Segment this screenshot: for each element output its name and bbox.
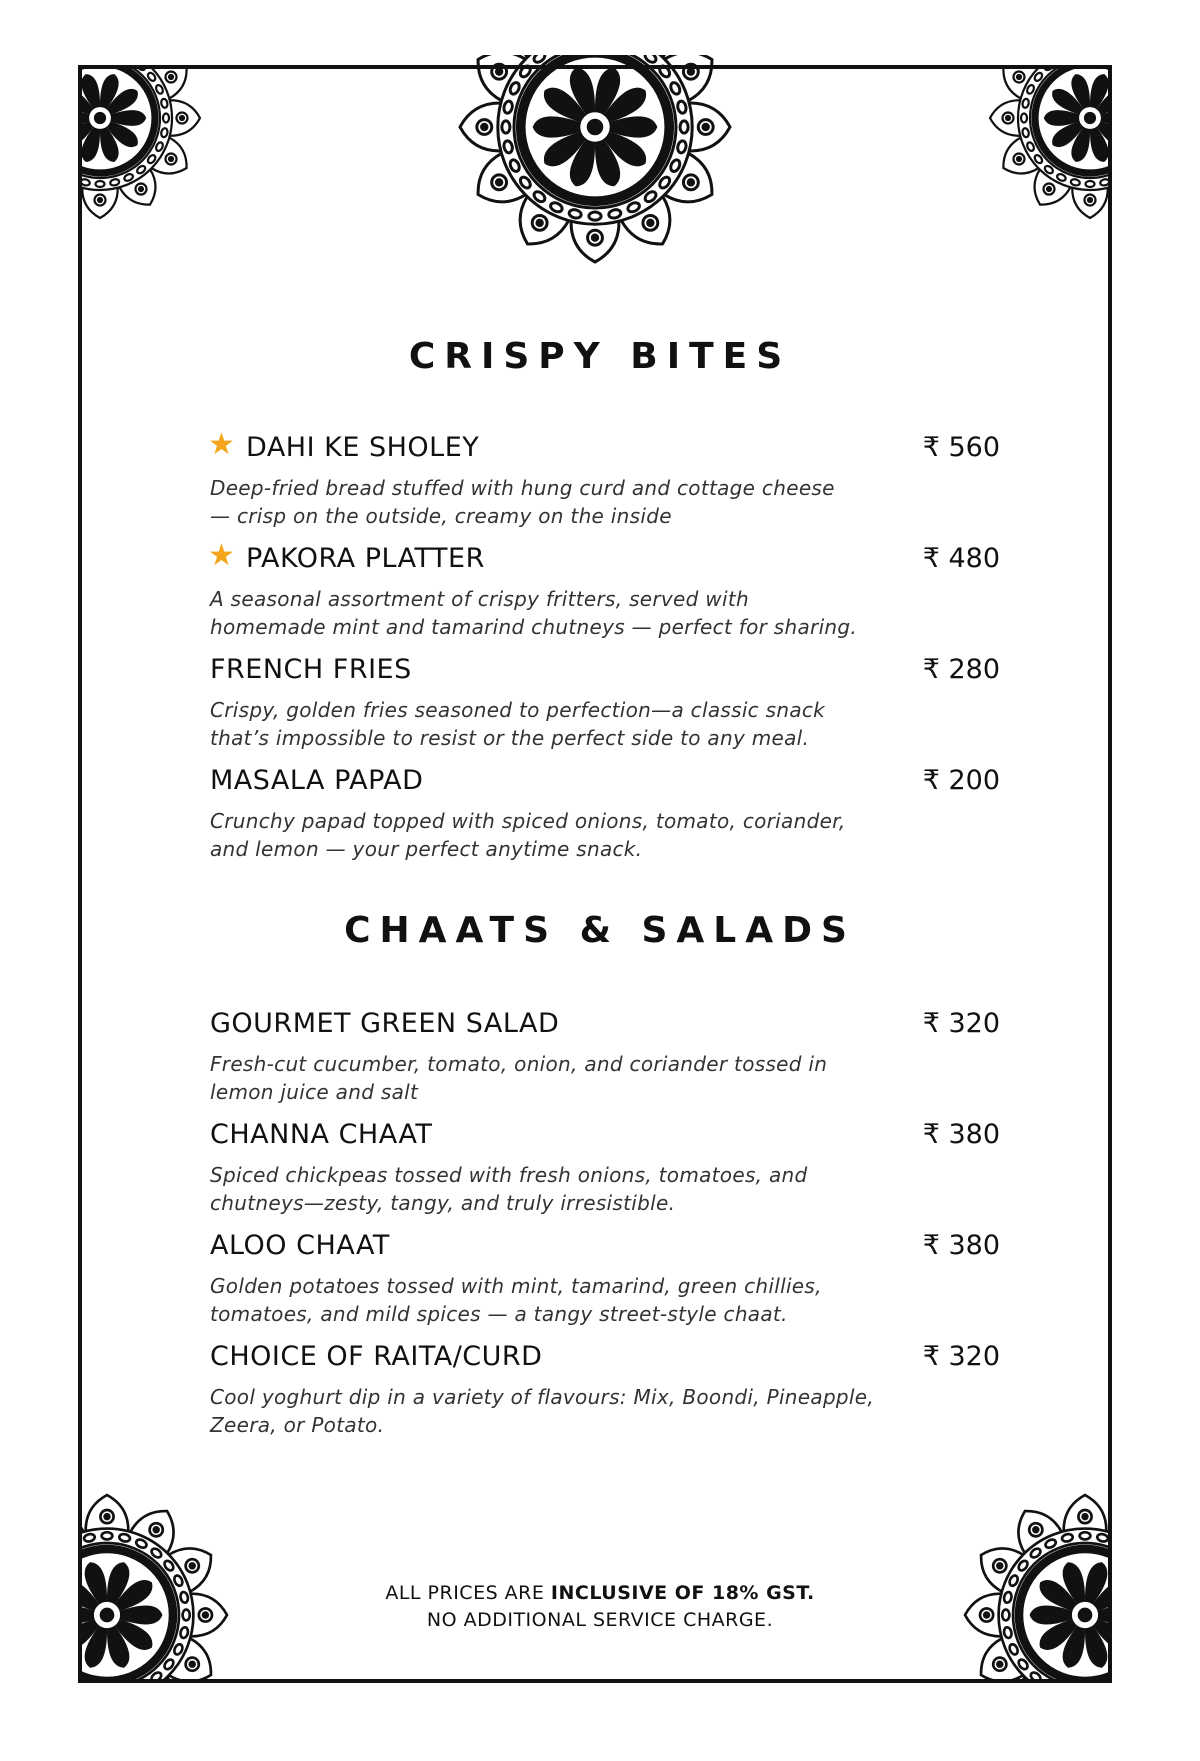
item-name: FRENCH FRIES [210, 654, 412, 685]
menu-item [208, 427, 1000, 528]
menu-border [78, 65, 1112, 1683]
item-price: ₹ 320 [922, 1341, 1000, 1372]
item-description: Crispy, golden fries seasoned to perfection—a classic snack that’s impossible to resist or the perfect side to any meal. [210, 698, 826, 750]
item-name: ALOO CHAAT [210, 1230, 390, 1261]
star-icon: ★ [208, 427, 235, 462]
mandala-top-left-icon [80, 68, 220, 238]
menu-item [210, 1119, 1000, 1215]
section-title-chaats-salads: CHAATS & SALADS [344, 910, 856, 951]
item-description: Golden potatoes tossed with mint, tamarind, green chillies, tomatoes, and mild spices — a tangy street-style chaat. [210, 1274, 822, 1326]
item-description: Crunchy papad topped with spiced onions, tomato, coriander, and lemon — your perfect anytime snack. [210, 809, 846, 861]
item-price: ₹ 380 [922, 1230, 1000, 1261]
item-price: ₹ 200 [922, 765, 1000, 796]
item-price: ₹ 380 [922, 1119, 1000, 1150]
menu-item [210, 765, 1000, 861]
mandala-top-right-icon [970, 68, 1110, 238]
price-note: ALL PRICES ARE INCLUSIVE OF 18% GST. NO ADDITIONAL SERVICE CHARGE. [385, 1582, 815, 1631]
item-name: GOURMET GREEN SALAD [210, 1008, 560, 1039]
item-name: CHANNA CHAAT [210, 1119, 433, 1150]
item-description: Deep-fried bread stuffed with hung curd and cottage cheese — crisp on the outside, creamy on the inside [210, 476, 835, 528]
mandala-top-center-icon [445, 55, 745, 285]
item-description: A seasonal assortment of crispy fritters, served with homemade mint and tamarind chutneys — perfect for sharing. [210, 587, 858, 639]
menu-item [210, 1230, 1000, 1326]
item-price: ₹ 480 [922, 543, 1000, 574]
menu-item [210, 1341, 1000, 1437]
mandala-bottom-left-icon [82, 1465, 262, 1680]
item-description: Spiced chickpeas tossed with fresh onions, tomatoes, and chutneys—zesty, tangy, and truly irresistible. [210, 1163, 808, 1215]
item-description: Cool yoghurt dip in a variety of flavours: Mix, Boondi, Pineapple, Zeera, or Potato. [210, 1385, 875, 1437]
menu-item [208, 538, 1000, 639]
section-title-crispy-bites: CRISPY BITES [408, 336, 792, 377]
item-name: CHOICE OF RAITA/CURD [210, 1341, 543, 1372]
item-name: PAKORA PLATTER [246, 543, 485, 574]
menu-item [210, 654, 1000, 750]
item-price: ₹ 320 [922, 1008, 1000, 1039]
item-name: DAHI KE SHOLEY [246, 432, 480, 463]
item-name: MASALA PAPAD [210, 765, 424, 796]
star-icon: ★ [208, 538, 235, 573]
item-price: ₹ 560 [922, 432, 1000, 463]
mandala-bottom-right-icon [928, 1465, 1110, 1680]
menu-item [210, 1008, 1000, 1104]
item-description: Fresh-cut cucumber, tomato, onion, and coriander tossed in lemon juice and salt [210, 1052, 828, 1104]
item-price: ₹ 280 [922, 654, 1000, 685]
